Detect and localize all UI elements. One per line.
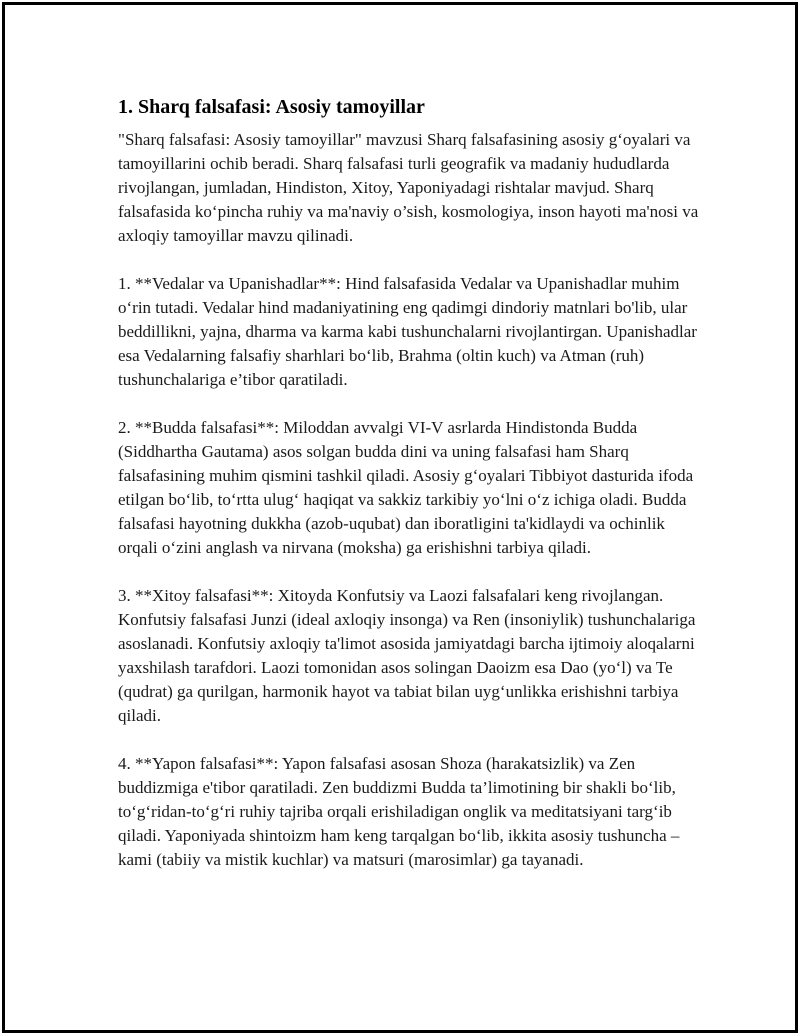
document-title: 1. Sharq falsafasi: Asosiy tamoyillar xyxy=(118,96,425,118)
paragraph-vedalar: 1. **Vedalar va Upanishadlar**: Hind falsafasida Vedalar va Upanishadlar muhim o‘rin tutadi. Vedalar hind madaniyatining eng qadimgi dindoriy matnlari bo'lib, ular beddillikni, yajna, dharma va karma kabi tushunchalarni rivojlantirgan. Upanishadlar esa Vedalarning falsafiy sharhlari bo‘lib, Brahma (oltin kuch) va Atman (ruh) tushunchalariga e’tibor qaratiladi. xyxy=(118,274,697,389)
paragraph-budda: 2. **Budda falsafasi**: Miloddan avvalgi VI-V asrlarda Hindistonda Budda (Siddhartha Gautama) asos solgan budda dini va uning falsafasi ham Sharq falsafasining muhim qismini tashkil qiladi. Asosiy g‘oyalari Tibbiyot dasturida ifoda etilgan bo‘lib, to‘rtta ulug‘ haqiqat va sakkiz tarkibiy yo‘lni o‘z ichiga oladi. Budda falsafasi hayotning dukkha (azob-uqubat) dan iboratligini ta'kidlaydi va ochinlik orqali o‘zini anglash va nirvana (moksha) ga erishishni tarbiya qiladi. xyxy=(118,418,694,557)
intro-paragraph: "Sharq falsafasi: Asosiy tamoyillar" mavzusi Sharq falsafasining asosiy g‘oyalari va tamoyillarini ochib beradi. Sharq falsafasi turli geografik va madaniy hududlarda rivojlangan, jumladan, Hindiston, Xitoy, Yaponiyadagi rishtalar mavjud. Sharq falsafasida ko‘pincha ruhiy va ma'naviy o’sish, kosmologiya, inson hayoti ma'nosi va axloqiy tamoyillar mavzu qilinadi. xyxy=(118,130,699,245)
paragraph-yapon: 4. **Yapon falsafasi**: Yapon falsafasi asosan Shoza (harakatsizlik) va Zen buddizmiga e'tibor qaratiladi. Zen buddizmi Budda ta’limotining bir shakli bo‘lib, to‘g‘ridan-to‘g‘ri ruhiy tajriba orqali erishiladigan onglik va meditatsiyani targ‘ib qiladi. Yaponiyada shintoizm ham keng tarqalgan bo‘lib, ikkita asosiy tushuncha – kami (tabiiy va mistik kuchlar) va matsuri (marosimlar) ga tayanadi. xyxy=(118,754,680,869)
document-body xyxy=(118,94,708,896)
paragraph-xitoy: 3. **Xitoy falsafasi**: Xitoyda Konfutsiy va Laozi falsafalari keng rivojlangan. Konfutsiy falsafasi Junzi (ideal axloqiy insonga) va Ren (insoniylik) tushunchalariga asoslanadi. Konfutsiy axloqiy ta'limot asosida jamiyatdagi barcha ijtimoiy aloqalarni yaxshilash tarafdori. Laozi tomonidan asos solingan Daoizm esa Dao (yo‘l) va Te (qudrat) ga qurilgan, harmonik hayot va tabiat bilan uyg‘unlikka erishishni tarbiya qiladi. xyxy=(118,586,696,725)
